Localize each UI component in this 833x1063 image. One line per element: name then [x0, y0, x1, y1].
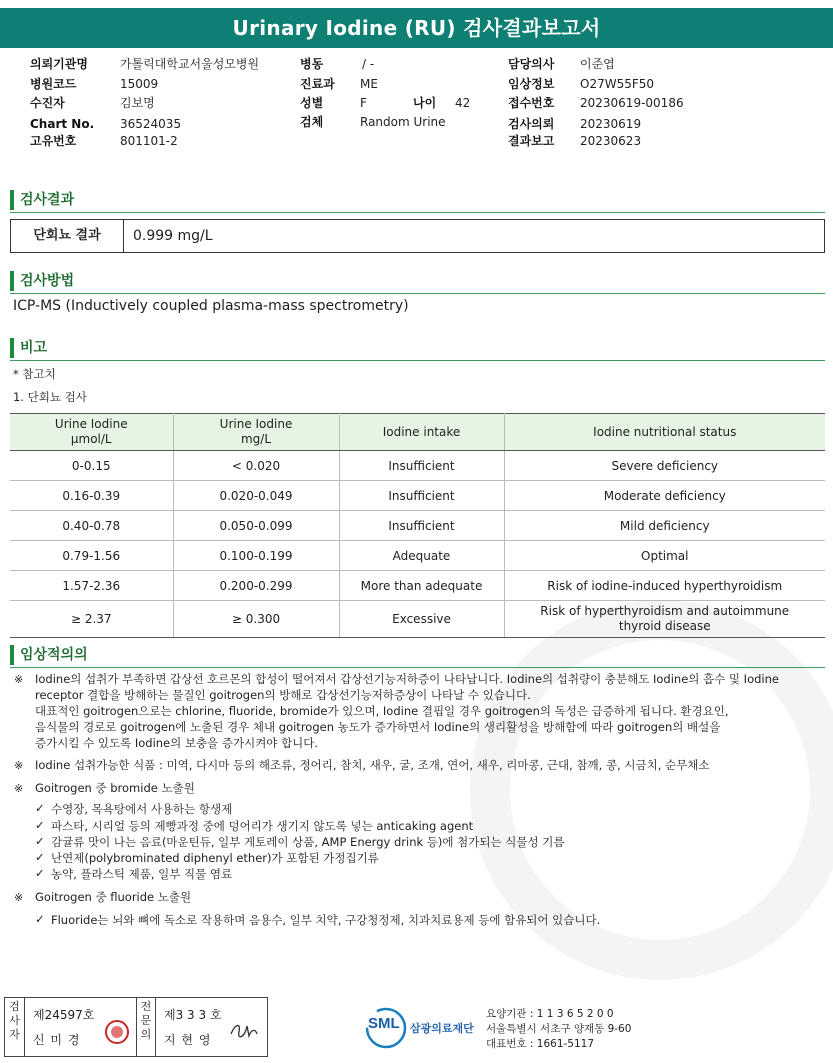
header-value: 가톨릭대학교서울성모병원: [120, 57, 260, 71]
header-value: 이준엽: [580, 57, 615, 71]
table-cell: 0.050-0.099: [173, 511, 339, 541]
note-mark: ※: [14, 782, 24, 795]
check-icon: ✓: [35, 912, 45, 926]
header-value: 42: [455, 96, 471, 110]
table-cell: 0.79-1.56: [10, 541, 173, 571]
table-cell: 0.40-0.78: [10, 511, 173, 541]
header-label: 고유번호: [30, 134, 77, 148]
section-divider: [10, 212, 825, 213]
clinical-text: 음식물의 경로로 goitrogen에 노출된 경우 체내 goitrogen 농도가 증가하면서 Iodine의 생리활성을 방해함에 따라 goitrogen의 배설을: [35, 720, 721, 734]
table-cell: Insufficient: [339, 451, 504, 481]
section-title-method: 검사방법: [10, 271, 74, 291]
header-value: F: [360, 96, 367, 110]
inspector-license: 제24597호: [33, 1008, 95, 1022]
label-char: 사: [9, 1014, 20, 1027]
doctor-license: 제3 3 3 호: [164, 1008, 222, 1022]
header-value: 36524035: [120, 117, 182, 131]
header-value: Random Urine: [360, 115, 446, 129]
header-value: 20230619: [580, 117, 642, 131]
table-cell: ≥ 0.300: [173, 601, 339, 638]
signature-box: [4, 997, 268, 1057]
table-cell: Optimal: [504, 541, 825, 571]
fluoride-item: Fluoride는 뇌와 뼈에 독소로 작용하며 음용수, 일부 치약, 구강청정제, 치과치료용제 등에 함유되어 있습니다.: [51, 913, 601, 927]
note-mark: ※: [14, 759, 24, 772]
reference-table: [10, 413, 825, 638]
organization-info: [486, 1007, 631, 1052]
header-value: O27W55F50: [580, 77, 655, 91]
header-value: 20230619-00186: [580, 96, 684, 110]
iodine-foods: Iodine 섭취가능한 식품 : 미역, 다시마 등의 해조류, 정어리, 참치, 새우, 굴, 조개, 연어, 새우, 리마콩, 근대, 참깨, 콩, 시금치, 순무채소: [35, 758, 710, 772]
table-cell: Insufficient: [339, 511, 504, 541]
header-value: ME: [360, 77, 378, 91]
table-header-row: [10, 414, 825, 451]
reference-subtitle: 1. 단회뇨 검사: [13, 390, 87, 404]
table-row: [10, 541, 825, 571]
table-row: [10, 481, 825, 511]
table-row: [10, 601, 825, 638]
clinical-text: 대표적인 goitrogen으로는 chlorine, fluoride, bromide가 있으며, Iodine 결핍일 경우 goitrogen의 독성은 급증하게 됩니다. 환경요인,: [35, 704, 729, 718]
table-cell: < 0.020: [173, 451, 339, 481]
method-text: ICP-MS (Inductively coupled plasma-mass spectrometry): [13, 298, 409, 314]
header-label: 나이: [413, 96, 437, 110]
table-cell: [504, 601, 825, 638]
label-char: 검: [9, 1000, 20, 1013]
header-value: 15009: [120, 77, 159, 91]
result-box: [10, 219, 825, 253]
fluoride-title: Goitrogen 중 fluoride 노출원: [35, 890, 192, 904]
label-char: 문: [140, 1014, 152, 1027]
table-cell: 0-0.15: [10, 451, 173, 481]
check-icon: ✓: [35, 866, 45, 880]
info-line: 대표번호 : 1661-5117: [486, 1038, 595, 1050]
table-cell: 0.200-0.299: [173, 571, 339, 601]
note-mark: ※: [14, 891, 24, 904]
table-cell: 0.16-0.39: [10, 481, 173, 511]
table-cell: Insufficient: [339, 481, 504, 511]
header-label: 임상정보: [508, 77, 555, 91]
header-line: Urine Iodine: [219, 417, 293, 431]
table-cell: Mild deficiency: [504, 511, 825, 541]
cell-line: Risk of hyperthyroidism and autoimmune: [540, 604, 790, 618]
table-cell: ≥ 2.37: [10, 601, 173, 638]
section-divider: [10, 667, 825, 668]
header-value: 801101-2: [120, 134, 178, 148]
header-label: 검체: [300, 115, 324, 129]
header-line: Urine Iodine: [54, 417, 128, 431]
header-label: 의뢰기관명: [30, 57, 88, 71]
inspector-name: 신 미 경: [33, 1033, 81, 1047]
header-unit: μmol/L: [70, 432, 112, 446]
section-divider: [10, 293, 825, 294]
section-divider: [10, 360, 825, 361]
table-cell: Adequate: [339, 541, 504, 571]
header-label: 병동: [300, 57, 324, 71]
header-value: / -: [362, 57, 375, 71]
inspector-vertical-label: [5, 998, 25, 1056]
table-header: [10, 414, 173, 451]
section-title-remarks: 비고: [10, 338, 47, 358]
section-title-result: 검사결과: [10, 190, 74, 210]
header-label: 검사의뢰: [508, 117, 555, 131]
clinical-text: receptor 결합을 방해하는 물질인 goitrogen의 방해로 갑상선기능저하증상이 나타날 수 있습니다.: [35, 688, 531, 702]
check-icon: ✓: [35, 850, 45, 864]
report-title: Urinary Iodine (RU) 검사결과보고서: [0, 8, 833, 48]
header-label: 결과보고: [508, 134, 555, 148]
table-cell: Severe deficiency: [504, 451, 825, 481]
header-label: 수진자: [30, 96, 65, 110]
table-cell: 0.020-0.049: [173, 481, 339, 511]
bromide-item: 감귤류 맛이 나는 음료(마운틴듀, 일부 게토레이 상품, AMP Energy drink 등)에 첨가되는 식물성 기름: [51, 835, 565, 849]
header-unit: mg/L: [240, 432, 272, 446]
table-header: Iodine nutritional status: [504, 414, 825, 451]
label-char: 의: [140, 1028, 152, 1041]
bromide-title: Goitrogen 중 bromide 노출원: [35, 781, 195, 795]
bromide-item: 수영장, 목욕탕에서 사용하는 항생제: [51, 802, 233, 816]
table-cell: 1.57-2.36: [10, 571, 173, 601]
table-header: [173, 414, 339, 451]
result-label: 단회뇨 결과: [11, 220, 124, 252]
doctor-name: 지 현 영: [164, 1033, 212, 1047]
check-icon: ✓: [35, 818, 45, 832]
reference-title: * 참고치: [13, 367, 56, 381]
section-title-clinical: 임상적의의: [10, 645, 88, 665]
result-value: 0.999 mg/L: [133, 228, 213, 244]
table-cell: 0.100-0.199: [173, 541, 339, 571]
header-label: 담당의사: [508, 57, 555, 71]
check-icon: ✓: [35, 801, 45, 815]
note-mark: ※: [14, 673, 24, 686]
bromide-item: 난연제(polybrominated diphenyl ether)가 포함된 가정집기류: [51, 851, 379, 865]
header-label: 성별: [300, 96, 324, 110]
cell-line: thyroid disease: [618, 619, 711, 633]
table-cell: Moderate deficiency: [504, 481, 825, 511]
header-label: 병원코드: [30, 77, 77, 91]
header-value: 20230623: [580, 134, 642, 148]
clinical-text: 증가시킬 수 있도록 Iodine의 보충을 증가시켜야 합니다.: [35, 736, 319, 750]
bromide-item: 농약, 플라스틱 제품, 일부 직물 염료: [51, 867, 233, 881]
table-cell: Excessive: [339, 601, 504, 638]
doctor-vertical-label: [136, 998, 156, 1056]
table-row: [10, 451, 825, 481]
header-label: Chart No.: [30, 117, 95, 131]
check-icon: ✓: [35, 834, 45, 848]
table-header: Iodine intake: [339, 414, 504, 451]
table-row: [10, 511, 825, 541]
label-char: 자: [9, 1028, 20, 1041]
header-label: 진료과: [300, 77, 335, 91]
info-line: 서울특별시 서초구 양재동 9-60: [486, 1023, 632, 1035]
seal-stamp: [105, 1020, 129, 1044]
table-cell: More than adequate: [339, 571, 504, 601]
header-value: 김보명: [120, 96, 155, 110]
header-label: 접수번호: [508, 96, 555, 110]
logo-text: SML: [368, 1015, 400, 1032]
table-cell: Risk of iodine-induced hyperthyroidism: [504, 571, 825, 601]
signature-image: [227, 1016, 261, 1044]
clinical-text: Iodine의 섭취가 부족하면 갑상선 호르몬의 합성이 떨어져서 갑상선기능저하증이 나타납니다. Iodine의 섭취량이 충분해도 Iodine의 흡수 및 Iodine: [35, 672, 779, 686]
label-char: 전: [140, 1000, 152, 1013]
info-line: 요양기관 : 1 1 3 6 5 2 0 0: [486, 1008, 614, 1020]
organization-name: 삼광의료재단: [410, 1022, 474, 1035]
bromide-item: 파스타, 시리얼 등의 제빵과정 중에 덩어리가 생기지 않도록 넣는 anticaking agent: [51, 819, 474, 833]
table-row: [10, 571, 825, 601]
